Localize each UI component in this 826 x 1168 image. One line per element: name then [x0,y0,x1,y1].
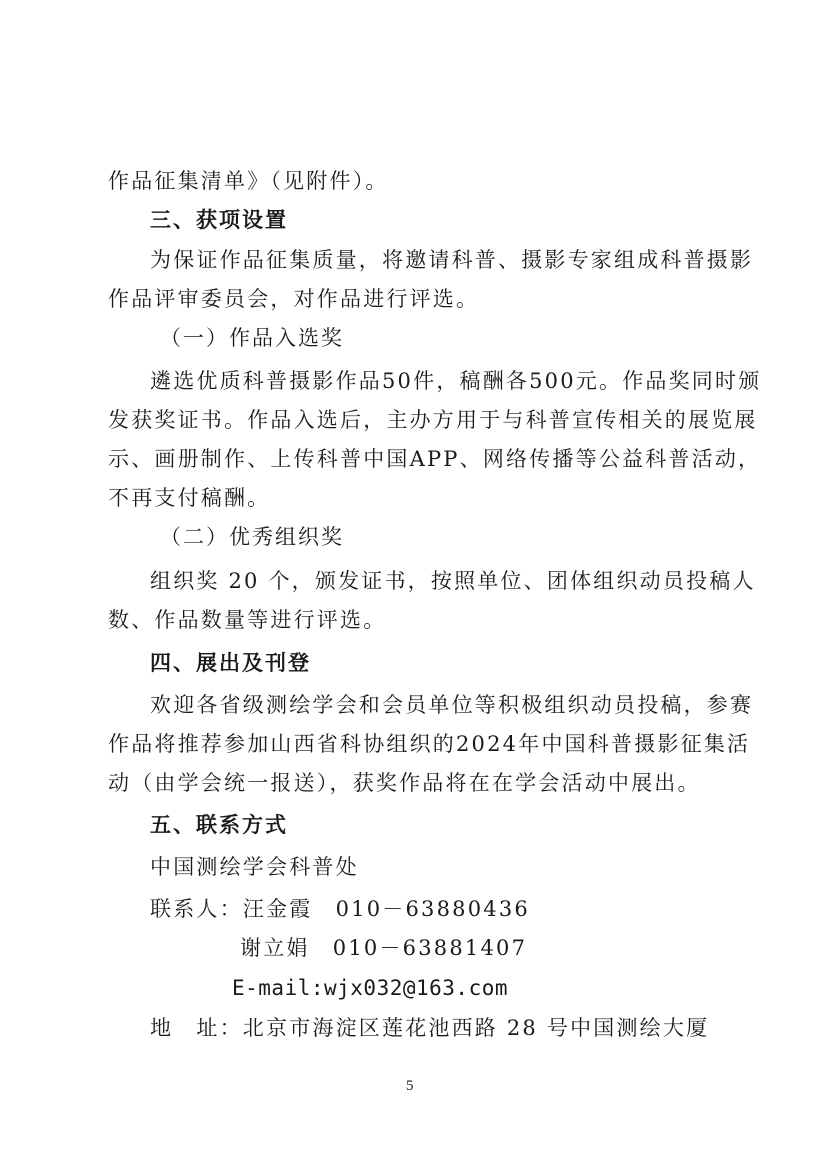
page-number: 5 [406,1078,414,1094]
text-line: 不再支付稿酬。 [108,486,271,510]
contact-organization: 中国测绘学会科普处 [150,855,359,879]
text-line: 遴选优质科普摄影作品50件，稿酬各500元。作品奖同时颁 [150,369,762,393]
text-line: 作品征集清单》（见附件）。 [108,169,389,193]
contact-person-2: 谢立娟 010－63881407 [240,936,528,960]
text-line: 作品将推荐参加山西省科协组织的2024年中国科普摄影征集活 [108,732,751,756]
text-line: 示、画册制作、上传科普中国APP、网络传播等公益科普活动， [108,447,762,471]
text-line: 作品评审委员会，对作品进行评选。 [108,287,480,311]
section-heading-exhibition: 四、展出及刊登 [150,651,311,675]
subsection-heading-organization-award: （二）优秀组织奖 [160,525,344,549]
subsection-heading-selected-award: （一）作品入选奖 [160,326,344,350]
section-heading-contact: 五、联系方式 [150,813,288,837]
contact-person-1: 联系人：汪金霞 010－63880436 [150,897,530,921]
contact-address: 地 址：北京市海淀区莲花池西路 28 号中国测绘大厦 [150,1016,710,1040]
contact-email: E-mail:wjx032@163.com [232,976,509,1000]
text-line: 组织奖 20 个，颁发证书，按照单位、团体组织动员投稿人 [150,569,756,593]
text-line: 数、作品数量等进行评选。 [108,608,387,632]
text-line: 为保证作品征集质量，将邀请科普、摄影专家组成科普摄影 [150,248,754,272]
section-heading-awards: 三、获项设置 [150,208,288,232]
text-line: 动（由学会统一报送），获奖作品将在在学会活动中展出。 [108,771,701,795]
text-line: 发获奖证书。作品入选后，主办方用于与科普宣传相关的展览展 [108,408,758,432]
text-line: 欢迎各省级测绘学会和会员单位等积极组织动员投稿，参赛 [150,693,754,717]
